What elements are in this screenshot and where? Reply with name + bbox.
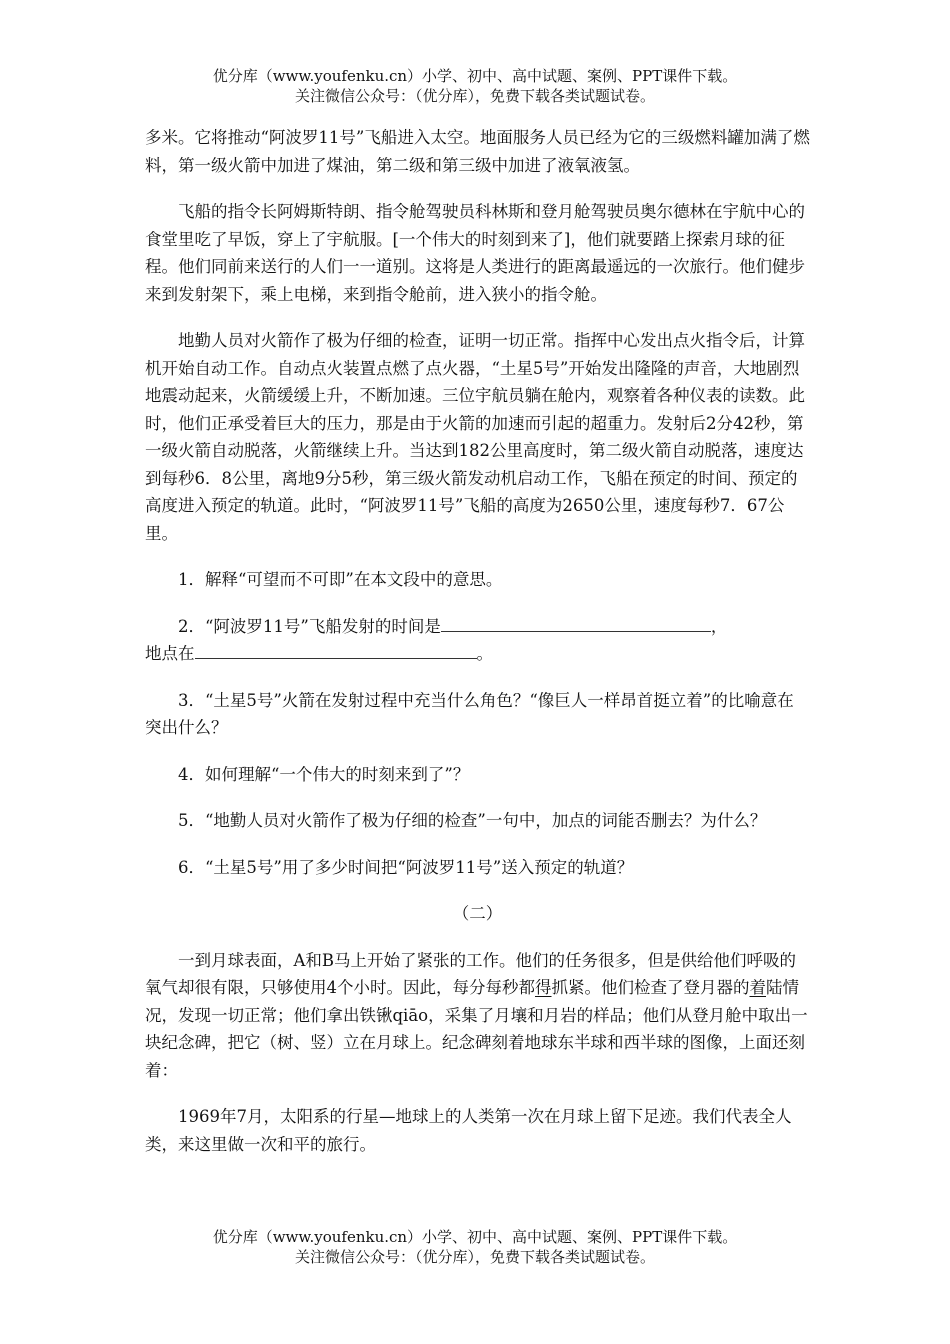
question-6: 6．“土星5号”用了多少时间把“阿波罗11号”送入预定的轨道？ [178, 857, 634, 877]
paragraph-plaque: 1969年7月，太阳系的行星—地球上的人类第一次在月球上留下足迹。我们代表全人类，来这里做一次和平的旅行。 [145, 1107, 792, 1154]
paragraph-launch: 地勤人员对火箭作了极为仔细的检查，证明一切正常。指挥中心发出点火指令后，计算机开始自动工作。自动点火装置点燃了点火器，“土星5号”开始发出隆隆的声音，大地剧烈地震动起来，火箭缓缓上升，不断加速。三位宇航员躺在舱内，观察着各种仪表的读数。此时，他们正承受着巨大的压力，那是由于火箭的加速而引起的超重力。发射后2分42秒，第一级火箭自动脱落，火箭继续上升。当达到182公里高度时，第二级火箭自动脱落，速度达到每秒6．8公里，离地9分5秒，第三级火箭发动机启动工作，飞船在预定的时间、预定的高度进入预定的轨道。此时，“阿波罗11号”飞船的高度为2650公里，速度每秒7．67公里。 [145, 331, 805, 543]
question-3: 3．“土星5号”火箭在发射过程中充当什么角色？“像巨人一样昂首挺立着”的比喻意在突出什么？ [145, 690, 794, 737]
section-2-title: （二） [452, 904, 503, 923]
moon-text-c: 陆情况，发现一切正常；他们拿出铁锹qiāo，采集了月壤和月岩的样品；他们从登月舱中取出一块纪念碑，把它（树、竖）立在月球上。纪念碑刻着地球东半球和西半球的图像，上面还刻着： [145, 978, 808, 1080]
question-4: 4．如何理解“一个伟大的时刻来到了”？ [178, 764, 470, 784]
paragraph-continued: 多米。它将推动“阿波罗11号”飞船进入太空。地面服务人员已经为它的三级燃料罐加满了燃料，第一级火箭中加进了煤油，第二级和第三级中加进了液氧液氢。 [145, 128, 810, 175]
paragraph-moon-surface [145, 947, 810, 1085]
moon-text-a: 一到月球表面，A和B马上开始了紧张的工作。他们的任务很多，但是供给他们呼吸的氧气却很有限，只够使用4个小时。因此，每分每秒都 [145, 950, 797, 997]
answer-blank-time[interactable] [441, 613, 711, 632]
footer-line-2: 关注微信公众号：（优分库），免费下载各类试题试卷。 [294, 1248, 655, 1266]
paragraph-astronauts: 飞船的指令长阿姆斯特朗、指令舱驾驶员科林斯和登月舱驾驶员奥尔德林在宇航中心的食堂里吃了早饭，穿上了宇航服。[一个伟大的时刻到来了]，他们就要踏上探索月球的征程。他们同前来送行的人们一一道别。这将是人类进行的距离最遥远的一次旅行。他们健步来到发射架下，乘上电梯，来到指令舱前，进入狭小的指令舱。 [145, 202, 805, 304]
document-body [145, 124, 810, 1177]
footer-line-1: 优分库（www.youfenku.cn）小学、初中、高中试题、案例、PPT课件下载。 [212, 1228, 738, 1246]
question-2-text: 2．“阿波罗11号”飞船发射的时间是 [178, 616, 441, 636]
question-2-comma: ， [710, 616, 728, 636]
question-2-place-text: 地点在 [145, 644, 195, 663]
question-5: 5．“地勤人员对火箭作了极为仔细的检查”一句中，加点的词能否删去？为什么？ [178, 811, 767, 830]
answer-blank-place[interactable] [195, 640, 477, 659]
question-1: 1．解释“可望而不可即”在本文段中的意思。 [178, 570, 503, 589]
question-2 [145, 613, 810, 668]
page-header [0, 66, 950, 106]
header-line-1: 优分库（www.youfenku.cn）小学、初中、高中试题、案例、PPT课件下载。 [212, 67, 738, 85]
underlined-char-de: 得 [535, 978, 552, 997]
underlined-char-zhuo: 着 [749, 978, 766, 997]
moon-text-b: 抓紧。他们检查了登月器的 [551, 978, 750, 997]
header-line-2: 关注微信公众号：（优分库），免费下载各类试题试卷。 [294, 87, 655, 105]
page-footer [0, 1227, 950, 1267]
question-2-period: 。 [476, 644, 493, 663]
